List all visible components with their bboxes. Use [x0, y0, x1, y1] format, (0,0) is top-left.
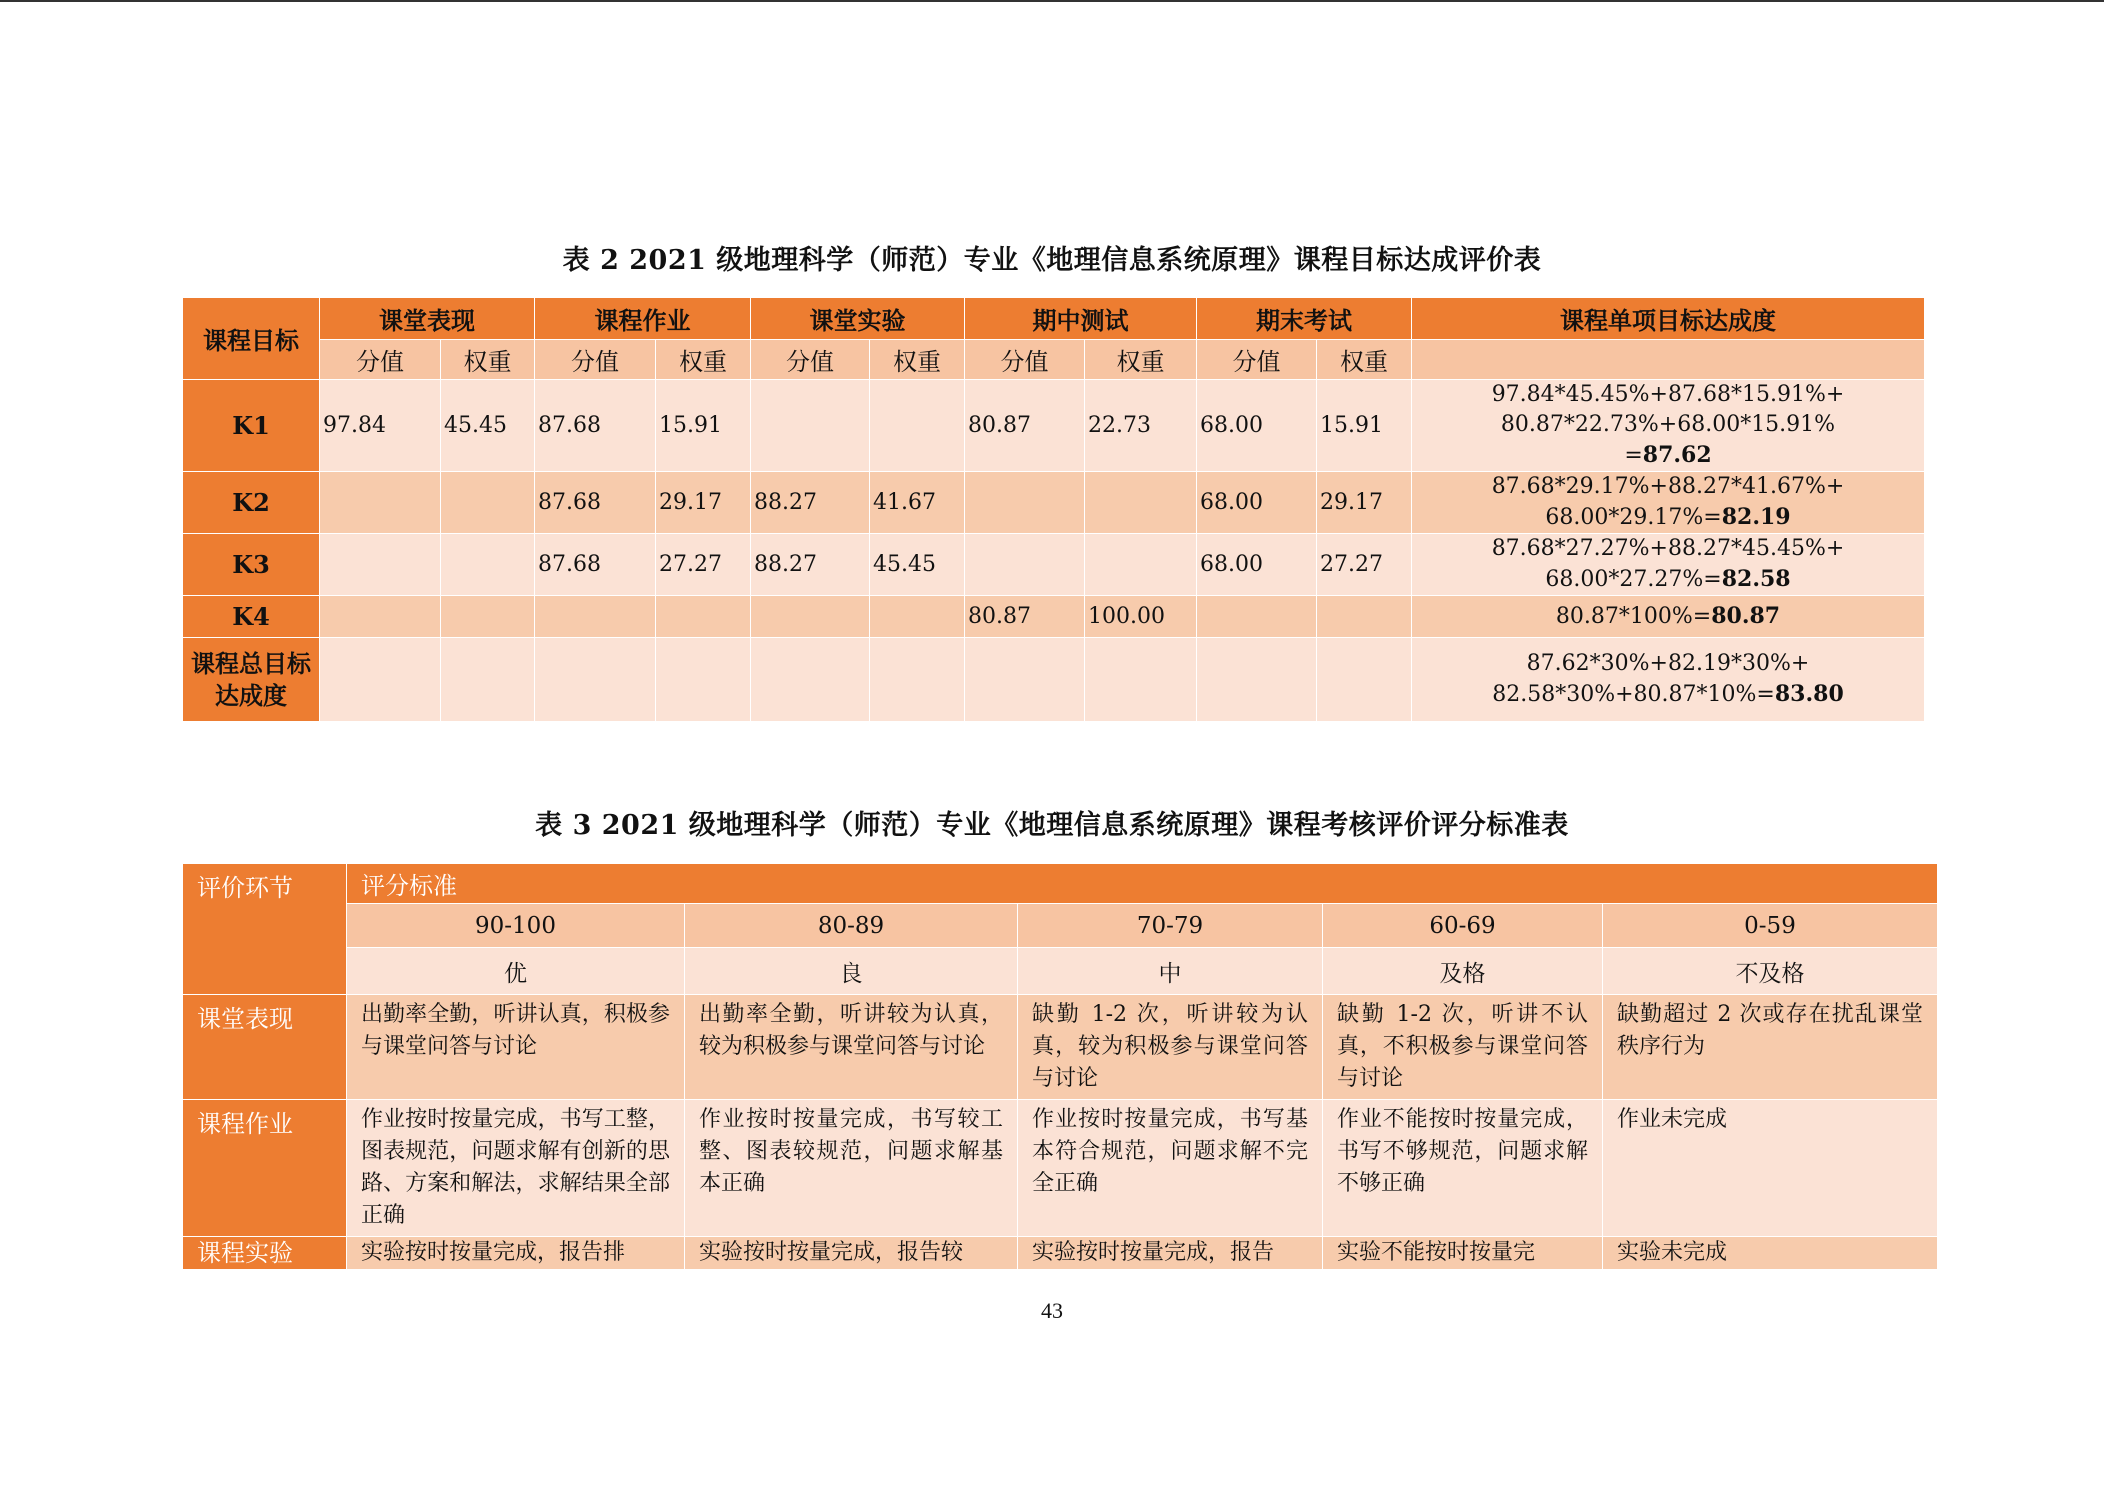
score-cell: 68.00 — [1197, 534, 1317, 596]
criteria-cell: 作业不能按时按量完成，书写不够规范，问题求解不够正确 — [1323, 1100, 1603, 1237]
page-top-rule — [0, 0, 2104, 2]
row-label: 课程实验 — [183, 1237, 347, 1270]
result-value: 83.80 — [1774, 681, 1844, 707]
formula-prefix: 80.87*100%= — [1555, 604, 1712, 629]
grade-range: 80-89 — [685, 904, 1018, 948]
empty-cell — [870, 638, 965, 722]
empty-cell — [1317, 638, 1412, 722]
weight-cell: 100.00 — [1085, 596, 1197, 638]
scoring-standard-title: 评分标准 — [347, 864, 1938, 904]
weight-cell: 29.17 — [656, 472, 751, 534]
formula-prefix: = — [1624, 443, 1643, 468]
formula-prefix: 82.58*30%+80.87*10%= — [1492, 682, 1775, 707]
criteria-cell: 实验不能按时按量完 — [1323, 1237, 1603, 1270]
score-cell: 68.00 — [1197, 472, 1317, 534]
formula-cell — [1412, 472, 1925, 534]
subheader-empty — [1412, 340, 1925, 380]
criteria-cell: 实验未完成 — [1603, 1237, 1938, 1270]
group-header: 课程单项目标达成度 — [1412, 298, 1925, 340]
weight-cell — [870, 596, 965, 638]
grade-range: 0-59 — [1603, 904, 1938, 948]
weight-cell: 27.27 — [656, 534, 751, 596]
weight-cell — [441, 472, 535, 534]
achievement-table — [182, 297, 1925, 722]
formula-line: 87.68*27.27%+88.27*45.45%+ — [1491, 536, 1845, 561]
subheader-score: 分值 — [1197, 340, 1317, 380]
score-cell — [751, 596, 870, 638]
empty-cell — [656, 638, 751, 722]
weight-cell: 45.45 — [441, 380, 535, 472]
subheader-weight: 权重 — [870, 340, 965, 380]
result-value: 82.58 — [1721, 566, 1791, 592]
score-cell: 87.68 — [535, 380, 656, 472]
weight-cell — [656, 596, 751, 638]
score-cell — [1197, 596, 1317, 638]
table2-caption: 表 2 2021 级地理科学（师范）专业《地理信息系统原理》课程目标达成评价表 — [562, 245, 1542, 276]
score-cell: 68.00 — [1197, 380, 1317, 472]
empty-cell — [320, 638, 441, 722]
total-label-line: 达成度 — [215, 680, 287, 710]
row-label: 课程作业 — [183, 1100, 347, 1237]
empty-cell — [1085, 638, 1197, 722]
table2-corner: 课程目标 — [183, 298, 320, 380]
formula-line: 87.68*29.17%+88.27*41.67%+ — [1491, 474, 1845, 499]
criteria-cell: 作业按时按量完成，书写工整，图表规范，问题求解有创新的思路、方案和解法，求解结果全部正确 — [347, 1100, 685, 1237]
table-row — [183, 995, 1938, 1100]
criteria-cell: 作业按时按量完成，书写较工整、图表较规范，问题求解基本正确 — [685, 1100, 1018, 1237]
table-row-total — [183, 638, 1925, 722]
subheader-weight: 权重 — [441, 340, 535, 380]
page-number: 43 — [1041, 1298, 1063, 1323]
empty-cell — [965, 638, 1085, 722]
empty-cell — [535, 638, 656, 722]
formula-line: 80.87*22.73%+68.00*15.91% — [1500, 412, 1836, 437]
row-label-total — [183, 638, 320, 722]
weight-cell: 45.45 — [870, 534, 965, 596]
score-cell — [320, 472, 441, 534]
weight-cell: 27.27 — [1317, 534, 1412, 596]
criteria-cell: 实验按时按量完成，报告排 — [347, 1237, 685, 1270]
weight-cell: 22.73 — [1085, 380, 1197, 472]
subheader-weight: 权重 — [656, 340, 751, 380]
result-value: 87.62 — [1642, 442, 1712, 468]
table-row — [183, 380, 1925, 472]
weight-cell — [441, 534, 535, 596]
formula-prefix: 68.00*27.27%= — [1545, 567, 1722, 592]
weight-cell: 29.17 — [1317, 472, 1412, 534]
subheader-score: 分值 — [320, 340, 441, 380]
formula-cell — [1412, 380, 1925, 472]
table-row — [183, 472, 1925, 534]
score-cell: 87.68 — [535, 472, 656, 534]
criteria-cell: 出勤率全勤，听讲认真，积极参与课堂问答与讨论 — [347, 995, 685, 1100]
criteria-cell: 缺勤 1-2 次，听讲较为认真，较为积极参与课堂问答与讨论 — [1018, 995, 1323, 1100]
criteria-cell: 出勤率全勤，听讲较为认真，较为积极参与课堂问答与讨论 — [685, 995, 1018, 1100]
criteria-cell: 作业按时按量完成，书写基本符合规范，问题求解不完全正确 — [1018, 1100, 1323, 1237]
result-value: 82.19 — [1721, 504, 1791, 530]
empty-cell — [1197, 638, 1317, 722]
formula-line: 87.62*30%+82.19*30%+ — [1526, 651, 1810, 676]
table-row — [183, 596, 1925, 638]
weight-cell — [1085, 534, 1197, 596]
weight-cell: 41.67 — [870, 472, 965, 534]
empty-cell — [441, 638, 535, 722]
formula-prefix: 68.00*29.17%= — [1545, 505, 1722, 530]
score-cell: 97.84 — [320, 380, 441, 472]
score-cell — [320, 534, 441, 596]
row-label: 课堂表现 — [183, 995, 347, 1100]
formula-cell — [1412, 596, 1925, 638]
score-cell — [751, 380, 870, 472]
grade-range: 70-79 — [1018, 904, 1323, 948]
table3-caption: 表 3 2021 级地理科学（师范）专业《地理信息系统原理》课程考核评价评分标准表 — [535, 810, 1569, 841]
score-cell — [965, 534, 1085, 596]
grade-level: 优 — [347, 948, 685, 995]
table-row — [183, 1100, 1938, 1237]
criteria-cell: 缺勤超过 2 次或存在扰乱课堂秩序行为 — [1603, 995, 1938, 1100]
grading-standard-table — [182, 863, 1938, 1270]
row-label: K1 — [183, 380, 320, 472]
group-header: 课堂实验 — [751, 298, 965, 340]
weight-cell — [1317, 596, 1412, 638]
subheader-weight: 权重 — [1317, 340, 1412, 380]
group-header: 课程作业 — [535, 298, 751, 340]
total-label-line: 课程总目标 — [191, 648, 311, 678]
weight-cell — [441, 596, 535, 638]
score-cell: 87.68 — [535, 534, 656, 596]
group-header: 期末考试 — [1197, 298, 1412, 340]
criteria-cell: 缺勤 1-2 次，听讲不认真，不积极参与课堂问答与讨论 — [1323, 995, 1603, 1100]
grade-range: 60-69 — [1323, 904, 1603, 948]
criteria-cell: 作业未完成 — [1603, 1100, 1938, 1237]
subheader-weight: 权重 — [1085, 340, 1197, 380]
score-cell — [965, 472, 1085, 534]
row-label: K4 — [183, 596, 320, 638]
grade-level: 不及格 — [1603, 948, 1938, 995]
score-cell: 88.27 — [751, 472, 870, 534]
group-header: 课堂表现 — [320, 298, 535, 340]
grade-level: 中 — [1018, 948, 1323, 995]
weight-cell — [870, 380, 965, 472]
weight-cell — [1085, 472, 1197, 534]
row-label: K3 — [183, 534, 320, 596]
weight-cell: 15.91 — [1317, 380, 1412, 472]
table-row — [183, 1237, 1938, 1270]
subheader-score: 分值 — [751, 340, 870, 380]
score-cell — [535, 596, 656, 638]
criteria-cell: 实验按时按量完成，报告较 — [685, 1237, 1018, 1270]
grade-level: 及格 — [1323, 948, 1603, 995]
table-row — [183, 534, 1925, 596]
score-cell: 88.27 — [751, 534, 870, 596]
criteria-cell: 实验按时按量完成，报告 — [1018, 1237, 1323, 1270]
weight-cell: 15.91 — [656, 380, 751, 472]
score-cell: 80.87 — [965, 596, 1085, 638]
formula-cell — [1412, 638, 1925, 722]
formula-cell — [1412, 534, 1925, 596]
row-label: K2 — [183, 472, 320, 534]
subheader-score: 分值 — [535, 340, 656, 380]
result-value: 80.87 — [1711, 603, 1781, 629]
group-header: 期中测试 — [965, 298, 1197, 340]
score-cell — [320, 596, 441, 638]
table3-corner: 评价环节 — [183, 864, 347, 995]
score-cell: 80.87 — [965, 380, 1085, 472]
grade-range: 90-100 — [347, 904, 685, 948]
empty-cell — [751, 638, 870, 722]
subheader-score: 分值 — [965, 340, 1085, 380]
formula-line: 97.84*45.45%+87.68*15.91%+ — [1491, 382, 1845, 407]
grade-level: 良 — [685, 948, 1018, 995]
